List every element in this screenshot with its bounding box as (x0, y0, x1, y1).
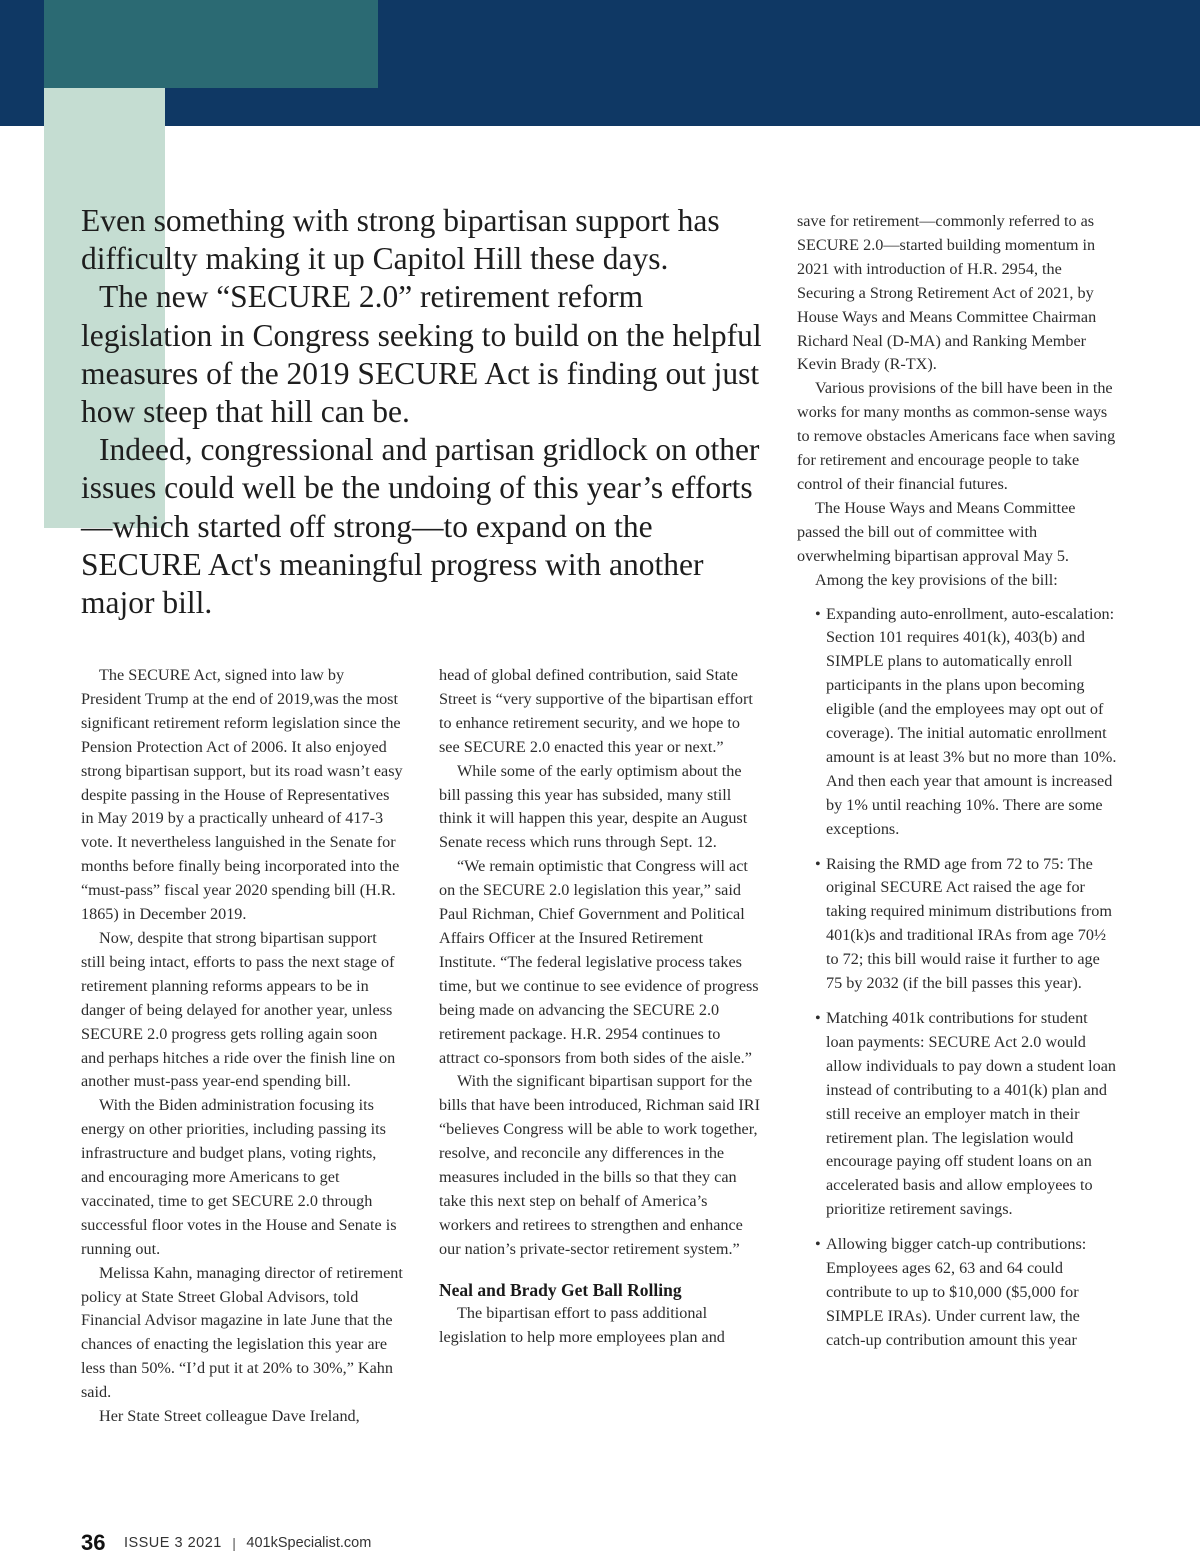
lede-intro (81, 202, 771, 622)
body-paragraph: Melissa Kahn, managing director of retirement policy at State Street Global Advisors, told Financial Advisor magazine in late June that the chances of enacting the legislation this year are less than 50%. “I’d put it at 20% to 30%,” Kahn said. (81, 1263, 403, 1402)
bullet-icon: • (815, 1235, 821, 1254)
body-column-2 (439, 664, 761, 1349)
body-paragraph: Now, despite that strong bipartisan support still being intact, efforts to pass the next stage of retirement planning reforms appears to be in danger of being delayed for another year, unless SECURE 2.0 progress gets rolling again soon and perhaps hitches a ride over the finish line on another must-pass year-end spending bill. (81, 928, 396, 1091)
body-paragraph: With the Biden administration focusing its energy on other priorities, including passing its infrastructure and budget plans, voting rights, and encouraging more Americans to get vaccinated, time to get SECURE 2.0 through successful floor votes in the House and Senate is running out. (81, 1096, 397, 1258)
body-paragraph: “We remain optimistic that Congress will act on the SECURE 2.0 legislation this year,” said Paul Richman, Chief Government and Political Affairs Officer at the Insured Retirement Institute. “The federal legislative process takes time, but we continue to see evidence of progress being made on advancing the SECURE 2.0 retirement package. H.R. 2954 continues to attract co-sponsors from both sides of the aisle.” (439, 857, 759, 1067)
body-paragraph: The House Ways and Means Committee passed the bill out of committee with overwhelming bipartisan approval May 5. (797, 498, 1076, 565)
body-column-1 (81, 664, 403, 1429)
body-paragraph: The SECURE Act, signed into law by President Trump at the end of 2019,was the most significant retirement reform legislation since the Pension Protection Act of 2006. It also enjoyed strong bipartisan support, but its road wasn’t easy despite passing in the House of Representatives in May 2019 by a practically unheard of 417-3 vote. It nevertheless languished in the Senate for months before finally being incorporated into the “must-pass” fiscal year 2020 spending bill (H.R. 1865) in December 2019. (81, 666, 403, 924)
bullet-icon: • (815, 854, 821, 873)
issue-label: ISSUE 3 2021 (123, 1535, 222, 1551)
lede-paragraph: Even something with strong bipartisan support has difficulty making it up Capitol Hill these days. (81, 203, 720, 277)
body-paragraph: save for retirement—commonly referred to as SECURE 2.0—started building momentum in 2021 with introduction of H.R. 2954, the Securing a Strong Retirement Act of 2021, by House Ways and Means Committee Chairman Richard Neal (D-MA) and Ranking Member Kevin Brady (R-TX). (797, 212, 1097, 374)
site-link[interactable]: 401kSpecialist.com (246, 1535, 372, 1551)
lede-paragraph: The new “SECURE 2.0” retirement reform legislation in Congress seeking to build on the helpful measures of the 2019 SECURE Act is finding out just how steep that hill can be. (81, 279, 762, 430)
list-item: • Expanding auto-enrollment, auto-escalation: Section 101 requires 401(k), 403(b) and SIMPLE plans to automatically enroll participants in the plans upon becoming eligible (and the employees may opt out of coverage). The initial automatic enrollment amount is at least 3% but no more than 10%. And then each year that amount is increased by 1% until reaching 10%. There are some exceptions. (815, 604, 1117, 838)
body-column-3 (797, 210, 1119, 1364)
footer-separator: | (232, 1535, 236, 1551)
body-paragraph: With the significant bipartisan support for the bills that have been introduced, Richman said IRI “believes Congress will be able to work together, resolve, and reconcile any differences in the measures included in the bills so that they can take this next step on behalf of America’s workers and retirees to strengthen and enhance our nation’s private-sector retirement system.” (439, 1072, 760, 1258)
header-accent-block (44, 0, 378, 88)
provisions-list (797, 603, 1119, 1353)
bullet-icon: • (815, 1009, 821, 1027)
body-paragraph: Various provisions of the bill have been in the works for many months as common-sense ways to remove obstacles Americans face when saving for retirement and encourage people to take control of their financial futures. (797, 379, 1116, 493)
list-item: • Allowing bigger catch-up contributions: Employees ages 62, 63 and 64 could contribute to up to $10,000 ($5,000 for SIMPLE IRAs). Under current law, the catch-up contribution amount this year (815, 1235, 1087, 1349)
bullet-icon: • (815, 604, 821, 623)
lede-paragraph: Indeed, congressional and partisan gridlock on other issues could well be the undoing of this year’s efforts—which started off strong—to expand on the SECURE Act's meaningful progress with another major bill. (81, 432, 760, 621)
body-paragraph: Her State Street colleague Dave Ireland, (99, 1407, 360, 1426)
body-paragraph: Among the key provisions of the bill: (815, 570, 1058, 589)
page-footer (81, 1530, 371, 1560)
section-heading: Neal and Brady Get Ball Rolling (439, 1279, 682, 1300)
body-paragraph: While some of the early optimism about the bill passing this year has subsided, many still think it will happen this year, despite an August Senate recess which runs through Sept. 12. (439, 761, 748, 852)
page-number: 36 (81, 1530, 106, 1555)
list-item: • Raising the RMD age from 72 to 75: The original SECURE Act raised the age for taking required minimum distributions from 401(k)s and traditional IRAs from age 70½ to 72; this bill would raise it further to age 75 by 2032 (if the bill passes this year). (815, 854, 1112, 993)
body-paragraph: head of global defined contribution, said State Street is “very supportive of the bipartisan effort to enhance retirement security, and we hope to see SECURE 2.0 enacted this year or next.” (439, 666, 753, 756)
list-item: • Matching 401k contributions for student loan payments: SECURE Act 2.0 would allow individuals to pay down a student loan instead of contributing to a 401(k) plan and still receive an employer match in their retirement plan. The legislation would encourage paying off student loans on an accelerated basis and allow employees to prioritize retirement savings. (815, 1009, 1116, 1219)
decorative-white-notch (165, 126, 378, 198)
body-paragraph: The bipartisan effort to pass additional legislation to help more employees plan and (439, 1303, 725, 1346)
